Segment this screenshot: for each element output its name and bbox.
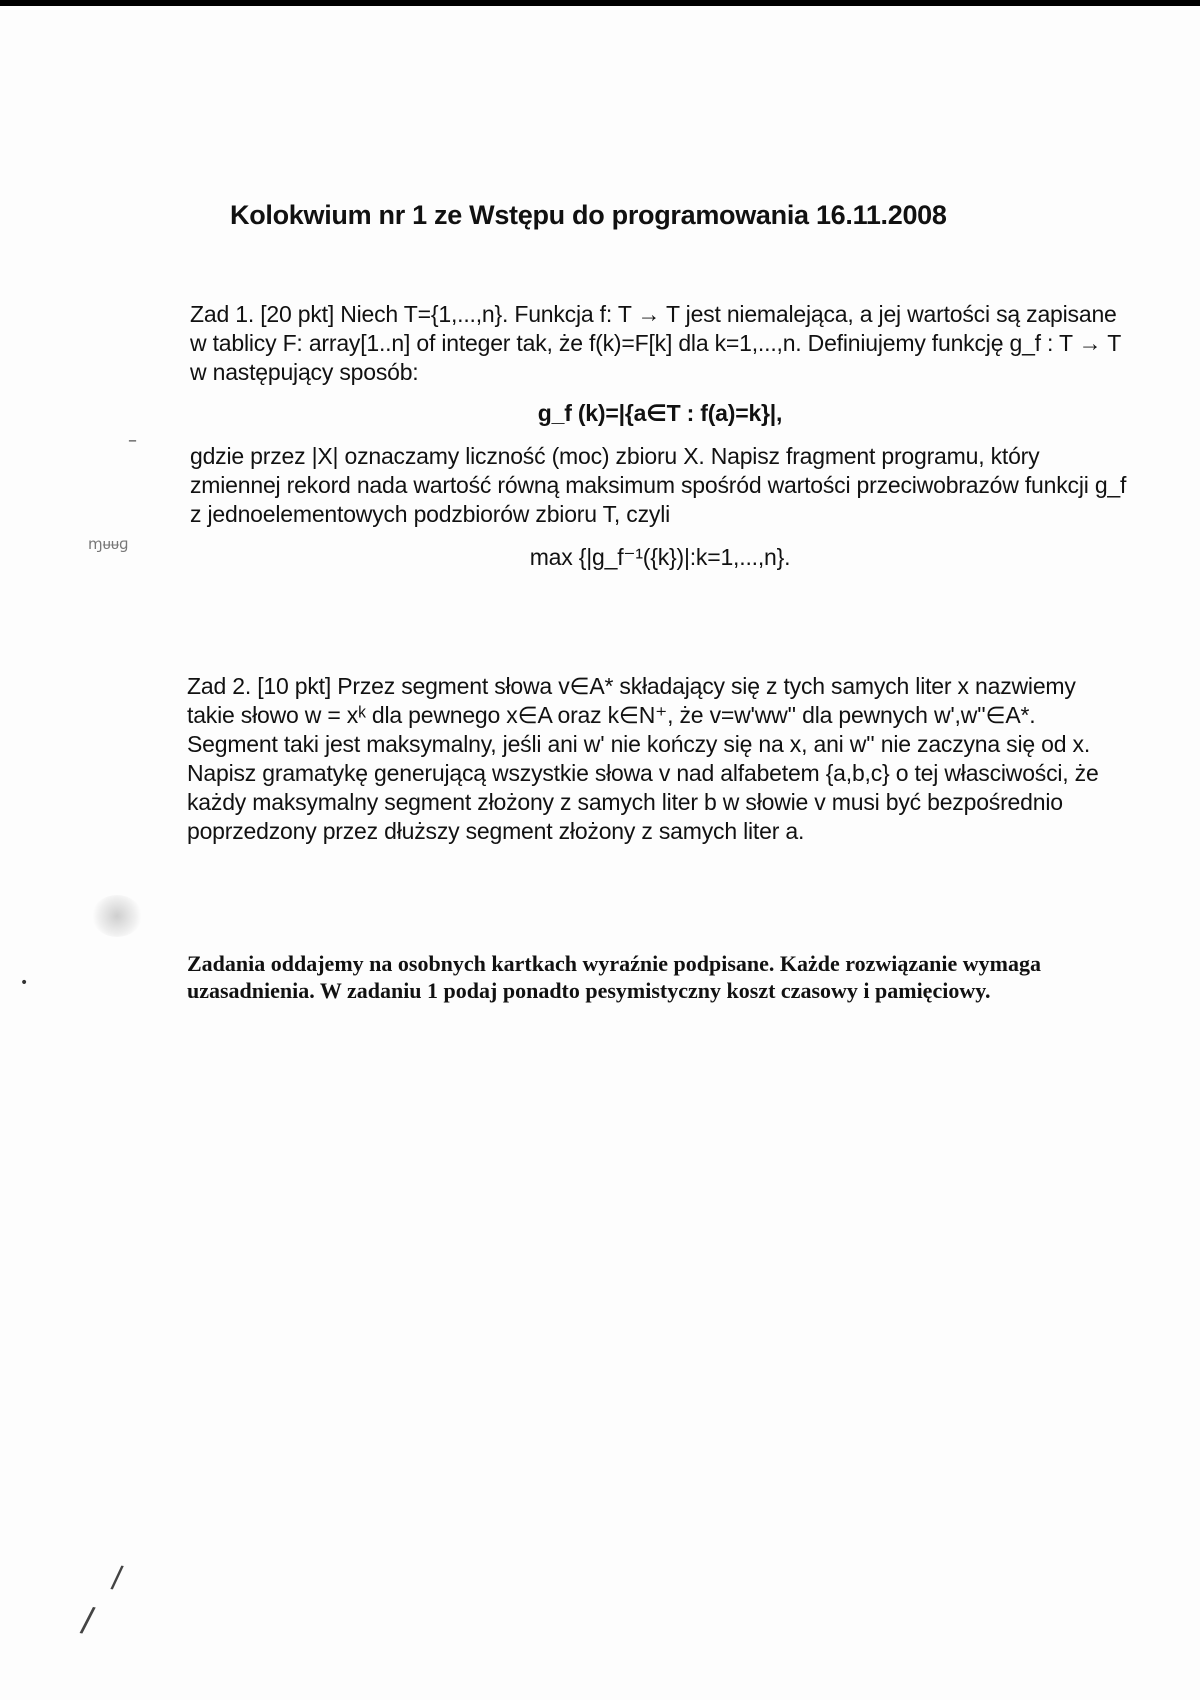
scan-smudge bbox=[92, 895, 142, 937]
task-1-formula: g_f (k)=|{a∈T : f(a)=k}|, bbox=[537, 400, 783, 426]
task-1 bbox=[190, 300, 1130, 572]
task-2 bbox=[187, 672, 1127, 846]
margin-slash-mark-1: / bbox=[109, 1559, 125, 1596]
margin-scribble-mark: ɱᵾᵾɡ bbox=[88, 535, 129, 553]
scan-top-edge bbox=[0, 0, 1200, 6]
margin-dot-mark: • bbox=[20, 975, 29, 991]
task-2-text: Zad 2. [10 pkt] Przez segment słowa v∈A* składający się z tych samych liter x nazwiemy takie słowo w = xᵏ dla pewnego x∈A oraz k∈N⁺, że v=w'ww'' dla pewnych w',w''∈A*. Segment taki jest maksymalny, jeśli ani w' nie kończy się na x, ani w'' nie zaczyna się od x. Napisz gramatykę generującą wszystkie słowa v nad alfabetem {a,b,c} o tej własciwości, że każdy maksymalny segment złożony z samych liter b w słowie v musi być bezpośrednio poprzedzony przez dłuższy segment złożony z samych liter a. bbox=[187, 673, 1099, 844]
task-1-formula-max: max {|g_f⁻¹({k})|:k=1,...,n}. bbox=[529, 544, 791, 570]
task-1-intro: Zad 1. [20 pkt] Niech T={1,...,n}. Funkcja f: T → T jest niemalejąca, a jej wartości są zapisane w tablicy F: array[1..n] of integer tak, że f(k)=F[k] dla k=1,...,n. Definiujemy funkcję g_f : T → T w następujący sposób: bbox=[190, 301, 1121, 385]
margin-slash-mark-2: / bbox=[78, 1599, 97, 1641]
page-title: Kolokwium nr 1 ze Wstępu do programowania 16.11.2008 bbox=[230, 200, 947, 230]
task-1-body: gdzie przez |X| oznaczamy liczność (moc) zbioru X. Napisz fragment programu, który zmiennej rekord nada wartość równą maksimum spośród wartości przeciwobrazów funkcji g_f z jednoelementowych podzbiorów zbioru T, czyli bbox=[190, 443, 1127, 527]
margin-dash-mark: – bbox=[128, 430, 137, 451]
submission-note: Zadania oddajemy na osobnych kartkach wyraźnie podpisane. Każde rozwiązanie wymaga uzasadnienia. W zadaniu 1 podaj ponadto pesymistyczny koszt czasowy i pamięciowy. bbox=[187, 951, 1041, 1003]
